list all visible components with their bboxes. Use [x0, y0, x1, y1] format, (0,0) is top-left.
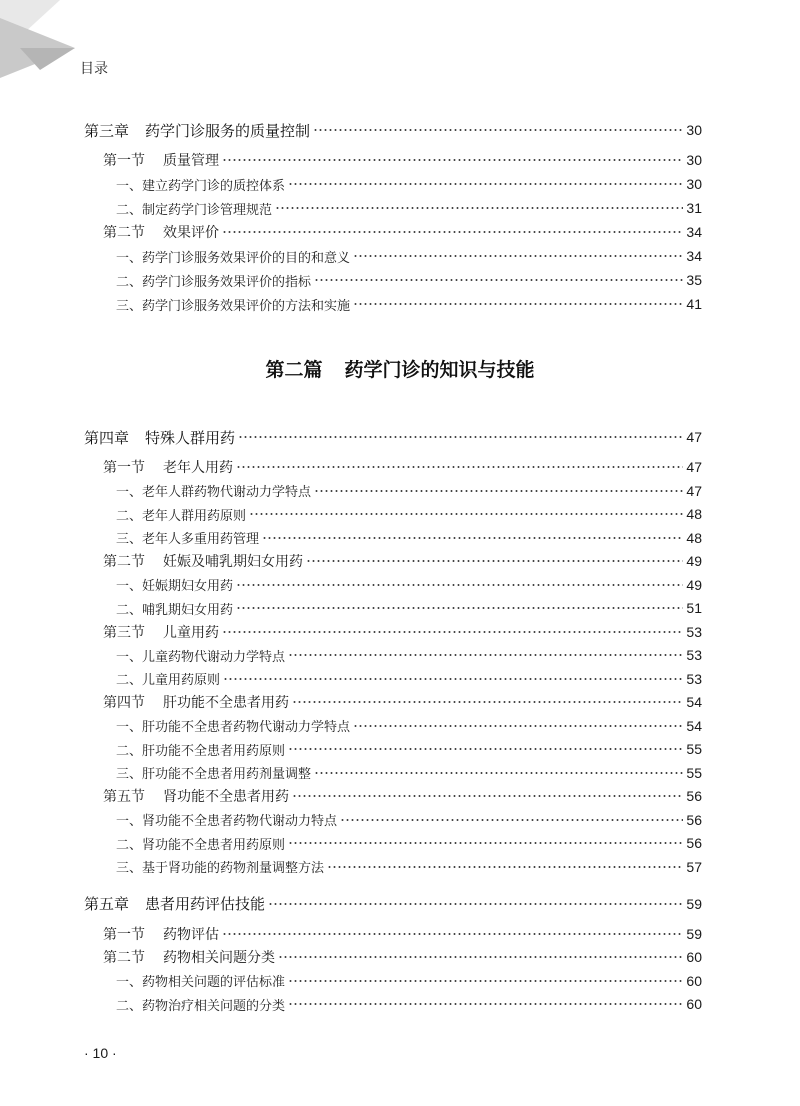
toc-entry-title: 药学门诊服务效果评价的目的和意义: [142, 250, 351, 266]
toc-item-entry[interactable]: [0, 480, 800, 502]
toc-section-entry[interactable]: [0, 149, 800, 171]
toc-entry-title: 儿童用药: [163, 624, 219, 641]
dot-leader: [222, 933, 683, 935]
toc-entry-number: 一、: [116, 975, 143, 990]
toc-entry-title: 药物相关问题分类: [163, 950, 275, 966]
toc-entry-page: 55: [686, 764, 702, 781]
toc-entry-page: 35: [686, 272, 702, 288]
dot-leader: [288, 748, 683, 750]
corner-decoration: [0, 0, 80, 90]
toc-entry-number: 一、: [116, 814, 143, 829]
toc-entry-number: 第一节: [103, 926, 145, 943]
toc-entry-number: 三、: [116, 861, 143, 876]
toc-entry-title: 老年人群用药原则: [142, 508, 247, 524]
dot-leader: [268, 903, 683, 905]
toc-entry-label: [0, 924, 219, 944]
toc-item-entry[interactable]: [0, 173, 800, 195]
toc-entry-number: 一、: [116, 649, 143, 665]
part-name: 药学门诊的知识与技能: [344, 359, 535, 381]
toc-entry-label: [0, 575, 233, 594]
dot-leader: [236, 607, 683, 609]
toc-entry-title: 老年人用药: [163, 460, 233, 476]
toc-entry-number: 第四章: [84, 428, 130, 447]
toc-entry-title: 特殊人群用药: [145, 428, 236, 447]
toc-entry-number: 二、: [116, 998, 143, 1014]
dot-leader: [223, 678, 683, 680]
dot-leader: [222, 231, 683, 233]
toc-chapter-entry[interactable]: [0, 426, 800, 448]
toc-entry-page: 30: [686, 152, 702, 168]
toc-entry-page: 54: [686, 717, 702, 734]
toc-entry-number: 第一节: [103, 153, 145, 169]
toc-item-entry[interactable]: [0, 715, 800, 737]
toc-entry-label: [0, 222, 219, 242]
toc-entry-page: 31: [686, 200, 702, 216]
toc-entry-label: [0, 669, 220, 688]
dot-leader: [288, 1003, 683, 1005]
toc-item-entry[interactable]: [0, 970, 800, 992]
toc-entry-page: 47: [686, 429, 702, 445]
toc-entry-label: [0, 971, 285, 990]
dot-leader: [288, 980, 683, 982]
toc-entry-label: [0, 834, 285, 853]
toc-item-entry[interactable]: [0, 245, 800, 267]
toc-entry-label: [0, 457, 233, 477]
toc-entry-title: 患者用药评估技能: [145, 895, 266, 913]
toc-entry-label: [0, 271, 311, 290]
toc-item-entry[interactable]: [0, 574, 800, 596]
toc-item-entry[interactable]: [0, 993, 800, 1015]
dot-leader: [288, 654, 683, 656]
toc-entry-number: 第一节: [103, 460, 145, 476]
toc-entry-page: 48: [686, 529, 702, 546]
dot-leader: [292, 795, 683, 797]
toc-entry-number: 第五章: [84, 895, 130, 913]
toc-item-entry[interactable]: [0, 527, 800, 549]
toc-entry-label: [0, 786, 289, 806]
toc-entry-title: 肝功能不全患者用药: [163, 695, 289, 711]
toc-entry-title: 制定药学门诊管理规范: [142, 202, 273, 218]
toc-entry-page: 30: [686, 122, 702, 138]
toc-section-entry[interactable]: [0, 221, 800, 243]
toc-entry-number: 第二节: [103, 554, 145, 570]
toc-entry-title: 药物评估: [163, 926, 219, 943]
toc-item-entry[interactable]: [0, 293, 800, 315]
dot-leader: [292, 701, 683, 703]
toc-entry-page: 48: [686, 506, 702, 522]
toc-entry-number: 二、: [116, 202, 143, 218]
toc-entry-label: [0, 599, 233, 618]
toc-entry-title: 肾功能不全患者用药原则: [142, 837, 286, 853]
toc-entry-number: 一、: [116, 250, 143, 266]
toc-entry-page: 56: [686, 811, 702, 828]
toc-item-entry[interactable]: [0, 762, 800, 784]
toc-entry-number: 第二节: [103, 225, 145, 241]
dot-leader: [306, 560, 683, 562]
dot-leader: [327, 866, 683, 868]
dot-leader: [353, 303, 683, 305]
toc-entry-page: 57: [686, 858, 702, 875]
toc-entry-label: [0, 763, 311, 782]
toc-entry-page: 60: [686, 949, 702, 965]
toc-entry-label: [0, 295, 350, 314]
toc-item-entry[interactable]: [0, 503, 800, 525]
toc-entry-number: 一、: [116, 485, 143, 500]
toc-entry-title: 药物相关问题的评估标准: [142, 975, 286, 990]
dot-leader: [314, 279, 683, 281]
toc-entry-label: [0, 716, 350, 735]
toc-section-entry[interactable]: [0, 691, 800, 713]
dot-leader: [353, 725, 683, 727]
toc-entry-page: 56: [686, 788, 702, 804]
toc-entry-number: 一、: [116, 178, 143, 194]
dot-leader: [222, 159, 683, 161]
part-title: [0, 355, 800, 382]
toc-entry-title: 肝功能不全患者用药剂量调整: [142, 767, 312, 782]
toc-entry-label: [0, 740, 285, 759]
toc-entry-number: 二、: [116, 743, 143, 759]
toc-entry-label: [0, 947, 275, 967]
toc-entry-page: 60: [686, 996, 702, 1012]
toc-entry-label: [0, 175, 285, 194]
toc-entry-page: 59: [686, 925, 702, 942]
toc-entry-title: 药学门诊服务效果评价的指标: [142, 274, 312, 290]
toc-entry-page: 47: [686, 482, 702, 499]
dot-leader: [236, 584, 683, 586]
toc-entry-page: 47: [686, 459, 702, 475]
toc-entry-title: 妊娠期妇女用药: [142, 579, 234, 594]
toc-entry-title: 哺乳期妇女用药: [142, 602, 234, 618]
toc-entry-number: 第四节: [103, 695, 145, 711]
toc-entry-title: 基于肾功能的药物剂量调整方法: [142, 861, 325, 876]
running-head: 目录: [80, 61, 108, 77]
toc-entry-page: 49: [686, 576, 702, 593]
toc-entry-page: 55: [686, 741, 702, 757]
toc-entry-number: 三、: [116, 532, 143, 547]
toc-entry-page: 53: [686, 670, 702, 687]
toc-entry-page: 51: [686, 600, 702, 616]
toc-entry-title: 肝功能不全患者用药原则: [142, 743, 286, 759]
toc-entry-number: 第二节: [103, 950, 145, 966]
toc-section-entry[interactable]: [0, 550, 800, 572]
toc-item-entry[interactable]: [0, 197, 800, 219]
toc-entry-label: [0, 120, 310, 141]
toc-entry-label: [0, 692, 289, 712]
toc-entry-page: 56: [686, 835, 702, 851]
dot-leader: [275, 207, 683, 209]
toc-entry-number: 一、: [116, 579, 143, 594]
toc-entry-title: 药学门诊服务的质量控制: [145, 121, 311, 140]
toc-entry-label: [0, 247, 350, 266]
toc-entry-title: 建立药学门诊的质控体系: [142, 178, 286, 194]
toc-entry-number: 二、: [116, 274, 143, 290]
dot-leader: [236, 466, 683, 468]
toc-entry-number: 二、: [116, 508, 143, 524]
toc-entry-title: 儿童药物代谢动力学特点: [142, 649, 286, 665]
toc-item-entry[interactable]: [0, 809, 800, 831]
toc-entry-title: 妊娠及哺乳期妇女用药: [163, 554, 303, 570]
toc-entry-number: 二、: [116, 837, 143, 853]
toc-entry-title: 肾功能不全患者药物代谢动力特点: [142, 814, 338, 829]
toc-entry-label: [0, 893, 265, 914]
toc-entry-title: 药学门诊服务效果评价的方法和实施: [142, 298, 351, 314]
toc-section-entry[interactable]: [0, 785, 800, 807]
toc-entry-label: [0, 505, 246, 524]
dot-leader: [249, 513, 683, 515]
toc-entry-page: 49: [686, 553, 702, 569]
toc-entry-title: 儿童用药原则: [142, 673, 221, 688]
dot-leader: [278, 956, 683, 958]
dot-leader: [288, 842, 683, 844]
toc-entry-label: [0, 199, 272, 218]
toc-entry-title: 肝功能不全患者药物代谢动力学特点: [142, 720, 351, 735]
toc-entry-page: 34: [686, 248, 702, 264]
toc-entry-title: 老年人多重用药管理: [142, 532, 260, 547]
toc-entry-number: 第五节: [103, 789, 145, 805]
toc-entry-page: 60: [686, 972, 702, 989]
toc-item-entry[interactable]: [0, 269, 800, 291]
dot-leader: [314, 772, 683, 774]
toc-entry-label: [0, 150, 219, 170]
toc-entry-title: 肾功能不全患者用药: [163, 789, 289, 805]
toc-entry-page: 41: [686, 296, 702, 312]
toc-entry-label: [0, 646, 285, 665]
toc-entry-label: [0, 857, 324, 876]
toc-chapter-entry[interactable]: [0, 119, 800, 141]
toc-chapter-entry[interactable]: [0, 893, 800, 915]
toc-entry-label: [0, 427, 235, 448]
toc-entry-number: 第三节: [103, 624, 145, 641]
toc-item-entry[interactable]: [0, 832, 800, 854]
dot-leader: [340, 819, 683, 821]
toc-entry-label: [0, 995, 285, 1014]
toc-entry-label: [0, 622, 219, 642]
toc-entry-page: 53: [686, 647, 702, 663]
toc-entry-number: 二、: [116, 602, 143, 618]
toc-item-entry[interactable]: [0, 738, 800, 760]
toc-section-entry[interactable]: [0, 621, 800, 643]
toc-item-entry[interactable]: [0, 856, 800, 878]
toc-item-entry[interactable]: [0, 597, 800, 619]
toc-entry-number: 三、: [116, 767, 143, 782]
toc-entry-page: 59: [686, 895, 702, 912]
dot-leader: [313, 129, 683, 131]
toc-item-entry[interactable]: [0, 668, 800, 690]
dot-leader: [314, 490, 683, 492]
dot-leader: [262, 537, 683, 539]
page-number: · 10 ·: [84, 1045, 117, 1061]
toc-entry-number: 三、: [116, 298, 143, 314]
toc-entry-label: [0, 481, 311, 500]
toc-section-entry[interactable]: [0, 946, 800, 968]
toc-entry-label: [0, 528, 259, 547]
toc-entry-title: 效果评价: [163, 225, 219, 241]
toc-entry-page: 30: [686, 176, 702, 192]
toc-entry-page: 53: [686, 623, 702, 640]
toc-entry-number: 一、: [116, 720, 143, 735]
dot-leader: [288, 183, 683, 185]
toc-entry-number: 第三章: [84, 121, 130, 140]
toc-entry-label: [0, 551, 303, 571]
dot-leader: [238, 436, 683, 438]
dot-leader: [222, 631, 683, 633]
toc-entry-page: 54: [686, 694, 702, 710]
toc-entry-title: 质量管理: [163, 153, 219, 169]
toc-item-entry[interactable]: [0, 644, 800, 666]
toc-entry-title: 老年人群药物代谢动力学特点: [142, 485, 312, 500]
toc-section-entry[interactable]: [0, 923, 800, 945]
toc-entry-title: 药物治疗相关问题的分类: [142, 998, 286, 1014]
toc-section-entry[interactable]: [0, 456, 800, 478]
part-number: 第二篇: [265, 359, 323, 381]
toc-entry-page: 34: [686, 224, 702, 240]
toc-entry-number: 二、: [116, 673, 143, 688]
toc-entry-label: [0, 810, 337, 829]
dot-leader: [353, 255, 683, 257]
